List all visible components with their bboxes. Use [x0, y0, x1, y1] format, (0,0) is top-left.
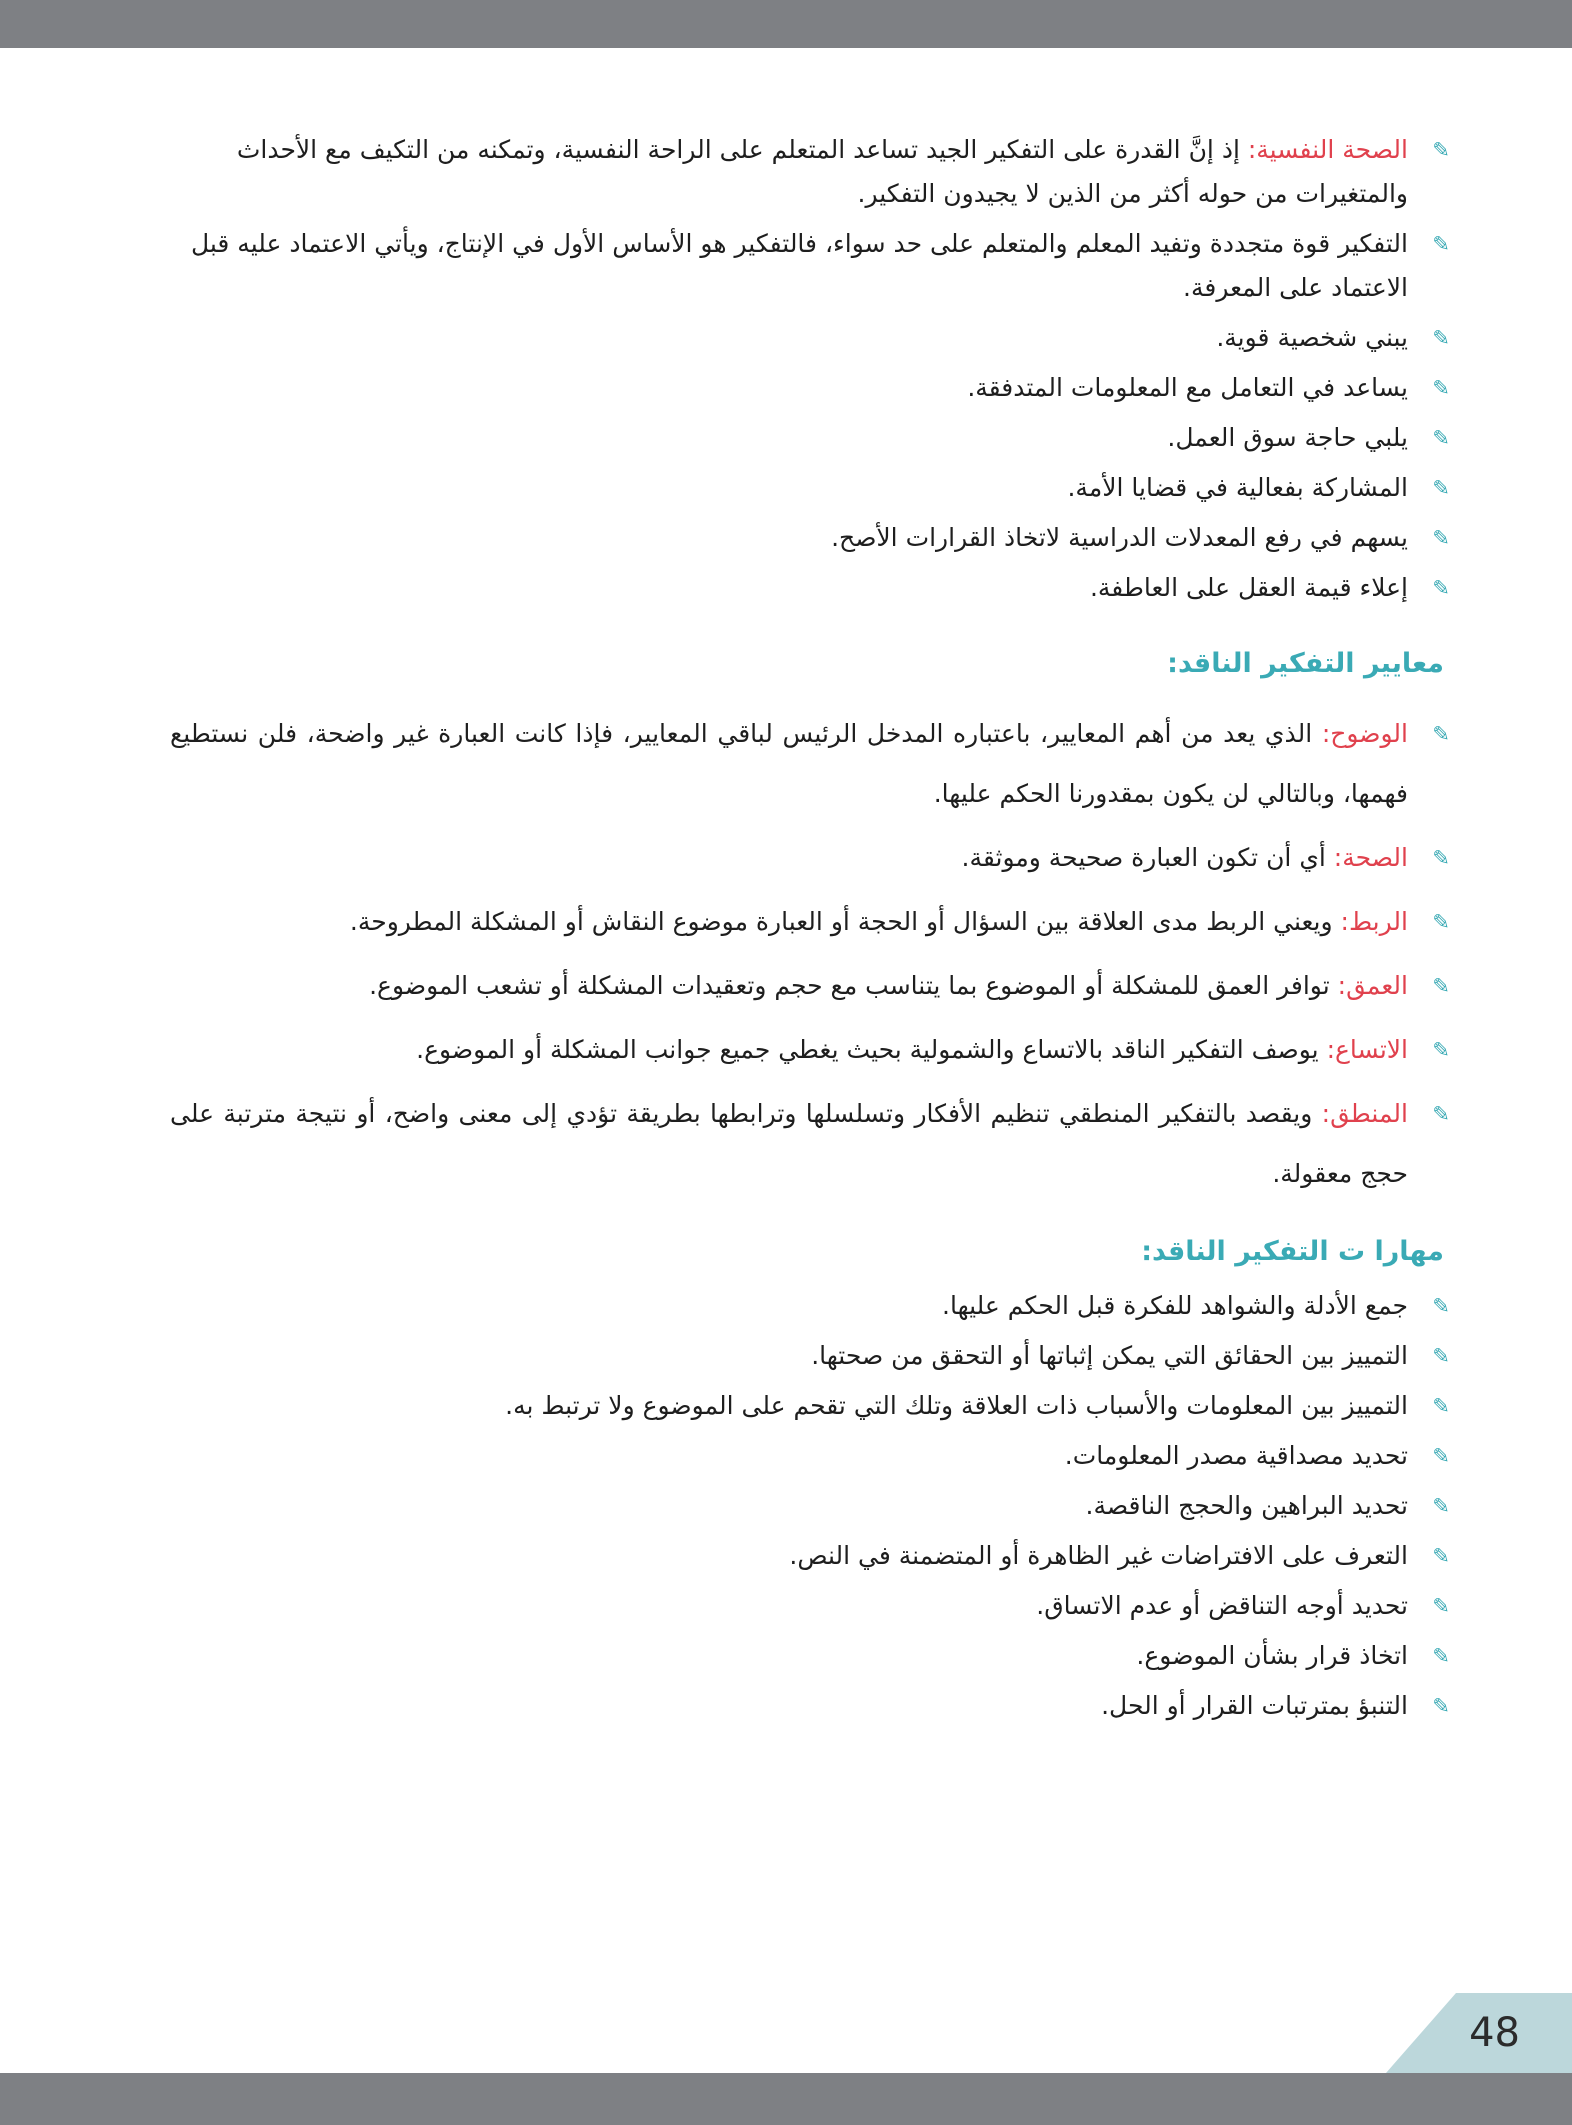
item-text: التمييز بين المعلومات والأسباب ذات العلاقة وتلك التي تقحم على الموضوع ولا ترتبط به. [505, 1391, 1408, 1420]
pencil-bullet-icon: ✎ [1432, 576, 1450, 600]
standards-heading: معايير التفكير الناقد: [1167, 648, 1444, 679]
list-item [170, 316, 1452, 360]
pencil-bullet-icon: ✎ [1432, 910, 1450, 934]
item-text: تحديد أوجه التناقض أو عدم الاتساق. [1036, 1591, 1408, 1620]
top-bar [0, 0, 1572, 48]
list-item [170, 892, 1452, 952]
pencil-bullet-icon: ✎ [1432, 1344, 1450, 1368]
list-item [170, 1534, 1452, 1578]
item-term: الاتساع: [1326, 1035, 1408, 1064]
item-text: إذ إنَّ القدرة على التفكير الجيد تساعد المتعلم على الراحة النفسية، وتمكنه من التكيف مع الأحداث والمتغيرات من حوله أكثر من الذين لا يجيدون التفكير. [236, 135, 1408, 208]
item-text: يساعد في التعامل مع المعلومات المتدفقة. [967, 373, 1408, 402]
list-item [170, 828, 1452, 888]
item-term: الربط: [1340, 907, 1408, 936]
pencil-bullet-icon: ✎ [1432, 1102, 1450, 1126]
page-content [170, 128, 1452, 1734]
pencil-bullet-icon: ✎ [1432, 846, 1450, 870]
item-text: ويعني الربط مدى العلاقة بين السؤال أو الحجة أو العبارة موضوع النقاش أو المشكلة المطروحة. [349, 907, 1341, 936]
item-text: يوصف التفكير الناقد بالاتساع والشمولية بحيث يغطي جميع جوانب المشكلة أو الموضوع. [416, 1035, 1327, 1064]
list-item [170, 1434, 1452, 1478]
item-text: التفكير قوة متجددة وتفيد المعلم والمتعلم على حد سواء، فالتفكير هو الأساس الأول في الإنتاج، ويأتي الاعتماد عليه قبل الاعتماد على المعرفة. [190, 229, 1408, 302]
item-term: الوضوح: [1321, 719, 1408, 748]
pencil-bullet-icon: ✎ [1432, 1594, 1450, 1618]
item-text: تحديد البراهين والحجج الناقصة. [1085, 1491, 1408, 1520]
item-text: الذي يعد من أهم المعايير، باعتباره المدخل الرئيس لباقي المعايير، فإذا كانت العبارة غير واضحة، فلن نستطيع فهمها، وبالتالي لن يكون بمقدورنا الحكم عليها. [170, 719, 1408, 808]
list-item [170, 128, 1452, 216]
pencil-bullet-icon: ✎ [1432, 232, 1450, 256]
item-text: يبني شخصية قوية. [1216, 323, 1408, 352]
item-text: أي أن تكون العبارة صحيحة وموثقة. [961, 843, 1334, 872]
list-item [170, 1384, 1452, 1428]
pencil-bullet-icon: ✎ [1432, 326, 1450, 350]
list-item [170, 1084, 1452, 1204]
list-item [170, 1484, 1452, 1528]
item-text: توافر العمق للمشكلة أو الموضوع بما يتناسب مع حجم وتعقيدات المشكلة أو تشعب الموضوع. [369, 971, 1338, 1000]
list-item [170, 1284, 1452, 1328]
item-text: ويقصد بالتفكير المنطقي تنظيم الأفكار وتسلسلها وترابطها بطريقة تؤدي إلى معنى واضح، أو نتيجة مترتبة على حجج معقولة. [170, 1099, 1408, 1188]
list-item [170, 1334, 1452, 1378]
page-number: 48 [1469, 2010, 1520, 2056]
pencil-bullet-icon: ✎ [1432, 138, 1450, 162]
skills-list [170, 1284, 1452, 1728]
pencil-bullet-icon: ✎ [1432, 476, 1450, 500]
pencil-bullet-icon: ✎ [1432, 1544, 1450, 1568]
item-term: المنطق: [1321, 1099, 1408, 1128]
pencil-bullet-icon: ✎ [1432, 1394, 1450, 1418]
item-text: يسهم في رفع المعدلات الدراسية لاتخاذ القرارات الأصح. [831, 523, 1408, 552]
list-item [170, 704, 1452, 824]
pencil-bullet-icon: ✎ [1432, 426, 1450, 450]
pencil-bullet-icon: ✎ [1432, 1644, 1450, 1668]
intro-list [170, 128, 1452, 610]
item-text: التعرف على الافتراضات غير الظاهرة أو المتضمنة في النص. [789, 1541, 1408, 1570]
list-item [170, 1584, 1452, 1628]
list-item [170, 416, 1452, 460]
skills-heading: مهارا ت التفكير الناقد: [1141, 1236, 1444, 1267]
list-item [170, 1684, 1452, 1728]
pencil-bullet-icon: ✎ [1432, 1444, 1450, 1468]
pencil-bullet-icon: ✎ [1432, 526, 1450, 550]
pencil-bullet-icon: ✎ [1432, 376, 1450, 400]
item-term: العمق: [1337, 971, 1408, 1000]
item-term: الصحة النفسية: [1247, 135, 1408, 164]
item-text: التمييز بين الحقائق التي يمكن إثباتها أو التحقق من صحتها. [811, 1341, 1408, 1370]
item-term: الصحة: [1333, 843, 1408, 872]
list-item [170, 366, 1452, 410]
pencil-bullet-icon: ✎ [1432, 1494, 1450, 1518]
list-item [170, 466, 1452, 510]
item-text: تحديد مصداقية مصدر المعلومات. [1064, 1441, 1408, 1470]
item-text: إعلاء قيمة العقل على العاطفة. [1089, 573, 1408, 602]
item-text: اتخاذ قرار بشأن الموضوع. [1136, 1641, 1408, 1670]
item-text: يلبي حاجة سوق العمل. [1167, 423, 1408, 452]
list-item [170, 222, 1452, 310]
pencil-bullet-icon: ✎ [1432, 1294, 1450, 1318]
bottom-bar [0, 2073, 1572, 2125]
standards-list [170, 704, 1452, 1204]
item-text: المشاركة بفعالية في قضايا الأمة. [1067, 473, 1408, 502]
pencil-bullet-icon: ✎ [1432, 974, 1450, 998]
list-item [170, 1634, 1452, 1678]
item-text: جمع الأدلة والشواهد للفكرة قبل الحكم عليها. [942, 1291, 1408, 1320]
item-text: التنبؤ بمترتبات القرار أو الحل. [1101, 1691, 1408, 1720]
list-item [170, 1020, 1452, 1080]
pencil-bullet-icon: ✎ [1432, 1694, 1450, 1718]
pencil-bullet-icon: ✎ [1432, 1038, 1450, 1062]
pencil-bullet-icon: ✎ [1432, 722, 1450, 746]
list-item [170, 566, 1452, 610]
list-item [170, 516, 1452, 560]
list-item [170, 956, 1452, 1016]
